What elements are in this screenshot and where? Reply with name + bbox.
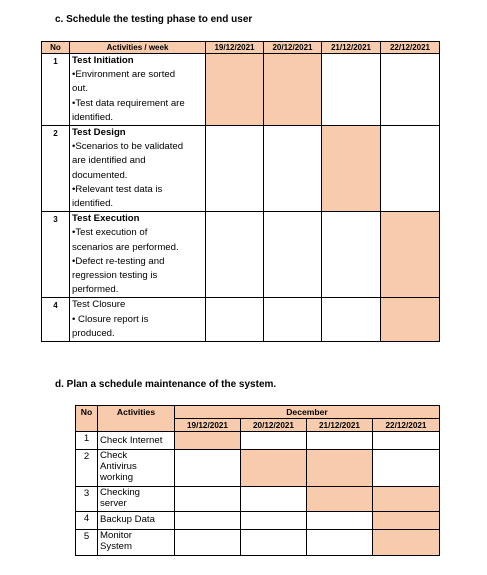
schedule-cell xyxy=(264,212,322,298)
activity-line: identified. xyxy=(72,111,114,123)
header-date-2: 20/12/2021 xyxy=(264,42,322,54)
row-number: 1 xyxy=(76,432,98,450)
activity-cell xyxy=(98,512,175,530)
schedule-cell xyxy=(206,54,264,126)
schedule-cell xyxy=(241,512,307,530)
schedule-cell xyxy=(373,432,440,450)
header-date-2: 20/12/2021 xyxy=(241,419,307,432)
header-no: No xyxy=(76,406,98,432)
activity-cell xyxy=(98,432,175,450)
schedule-cell xyxy=(206,126,264,212)
table-row xyxy=(76,487,440,512)
testing-schedule-table xyxy=(41,41,440,342)
activity-line: documented. xyxy=(72,169,128,181)
header-date-1: 19/12/2021 xyxy=(175,419,241,432)
activity-cell xyxy=(98,530,175,556)
schedule-cell xyxy=(241,487,307,512)
activity-line: • Closure report is xyxy=(72,313,149,325)
activity-line: produced. xyxy=(72,327,115,339)
activity-line: Backup Data xyxy=(100,514,155,525)
schedule-cell xyxy=(322,54,381,126)
schedule-cell xyxy=(373,450,440,487)
schedule-cell xyxy=(264,54,322,126)
row-number: 3 xyxy=(76,487,98,512)
activity-line: Antivirus xyxy=(100,461,137,472)
row-number: 2 xyxy=(42,126,70,212)
schedule-cell xyxy=(175,530,241,556)
table-row xyxy=(76,512,440,530)
schedule-cell xyxy=(373,487,440,512)
activity-line: •Environment are sorted xyxy=(72,69,176,81)
activity-cell xyxy=(98,450,175,487)
schedule-cell xyxy=(322,126,381,212)
schedule-cell xyxy=(264,126,322,212)
schedule-cell xyxy=(241,530,307,556)
schedule-cell xyxy=(307,450,373,487)
schedule-cell xyxy=(175,512,241,530)
activity-line: Checking xyxy=(100,487,140,498)
activity-line: Check xyxy=(100,450,128,461)
activity-line: •Test execution of xyxy=(72,227,148,239)
schedule-cell xyxy=(175,487,241,512)
row-number: 5 xyxy=(76,530,98,556)
activity-line: identified. xyxy=(72,198,114,210)
header-date-4: 22/12/2021 xyxy=(381,42,440,54)
schedule-cell xyxy=(307,432,373,450)
schedule-cell xyxy=(241,432,307,450)
table-row xyxy=(42,212,440,298)
row-number: 4 xyxy=(76,512,98,530)
activity-line: performed. xyxy=(72,284,119,296)
activity-line: are identified and xyxy=(72,155,146,167)
activity-line: working xyxy=(100,472,134,483)
header-date-4: 22/12/2021 xyxy=(373,419,440,432)
activity-cell xyxy=(70,54,206,126)
table-row xyxy=(42,126,440,212)
activity-title: Test Initiation xyxy=(72,55,134,66)
activity-cell xyxy=(70,126,206,212)
header-month: December xyxy=(175,406,440,419)
schedule-cell xyxy=(373,512,440,530)
row-number: 1 xyxy=(42,54,70,126)
activity-line: •Test data requirement are xyxy=(72,97,185,109)
header-date-3: 21/12/2021 xyxy=(307,419,373,432)
schedule-cell xyxy=(175,432,241,450)
schedule-cell xyxy=(381,54,440,126)
schedule-cell xyxy=(307,512,373,530)
activity-line: regression testing is xyxy=(72,270,158,282)
schedule-cell xyxy=(381,212,440,298)
table-row xyxy=(76,450,440,487)
row-number: 4 xyxy=(42,298,70,342)
maintenance-schedule-table xyxy=(75,405,440,556)
activity-cell xyxy=(70,212,206,298)
activity-line: out. xyxy=(72,83,89,95)
schedule-cell xyxy=(307,487,373,512)
activity-line: scenarios are performed. xyxy=(72,241,179,253)
schedule-cell xyxy=(307,530,373,556)
section-c-heading: c. Schedule the testing phase to end user xyxy=(55,14,253,25)
activity-title: Test Design xyxy=(72,127,126,139)
schedule-cell xyxy=(381,126,440,212)
activity-line: •Scenarios to be validated xyxy=(72,141,184,153)
activity-line: •Relevant test data is xyxy=(72,183,163,195)
schedule-cell xyxy=(373,530,440,556)
schedule-cell xyxy=(241,450,307,487)
schedule-cell xyxy=(206,212,264,298)
activity-line: server xyxy=(100,498,127,509)
header-activities: Activities xyxy=(98,406,175,432)
activity-cell xyxy=(70,298,206,342)
schedule-cell xyxy=(206,298,264,342)
activity-title: Test Execution xyxy=(72,213,140,225)
header-activities: Activities / week xyxy=(70,42,206,54)
header-no: No xyxy=(42,42,70,54)
schedule-cell xyxy=(322,212,381,298)
section-d-heading: d. Plan a schedule maintenance of the system. xyxy=(55,379,277,390)
activity-line: System xyxy=(100,541,132,552)
schedule-cell xyxy=(175,450,241,487)
header-date-1: 19/12/2021 xyxy=(206,42,264,54)
schedule-cell xyxy=(322,298,381,342)
activity-cell xyxy=(98,487,175,512)
activity-line: •Defect re-testing and xyxy=(72,255,165,267)
activity-line: Monitor xyxy=(100,530,132,541)
row-number: 3 xyxy=(42,212,70,298)
table-row xyxy=(42,298,440,342)
activity-title: Test Closure xyxy=(72,299,126,311)
table-row xyxy=(76,432,440,450)
schedule-cell xyxy=(264,298,322,342)
schedule-cell xyxy=(381,298,440,342)
table-row xyxy=(76,530,440,556)
header-date-3: 21/12/2021 xyxy=(322,42,381,54)
row-number: 2 xyxy=(76,450,98,487)
table-row xyxy=(42,54,440,126)
activity-line: Check Internet xyxy=(100,435,163,446)
